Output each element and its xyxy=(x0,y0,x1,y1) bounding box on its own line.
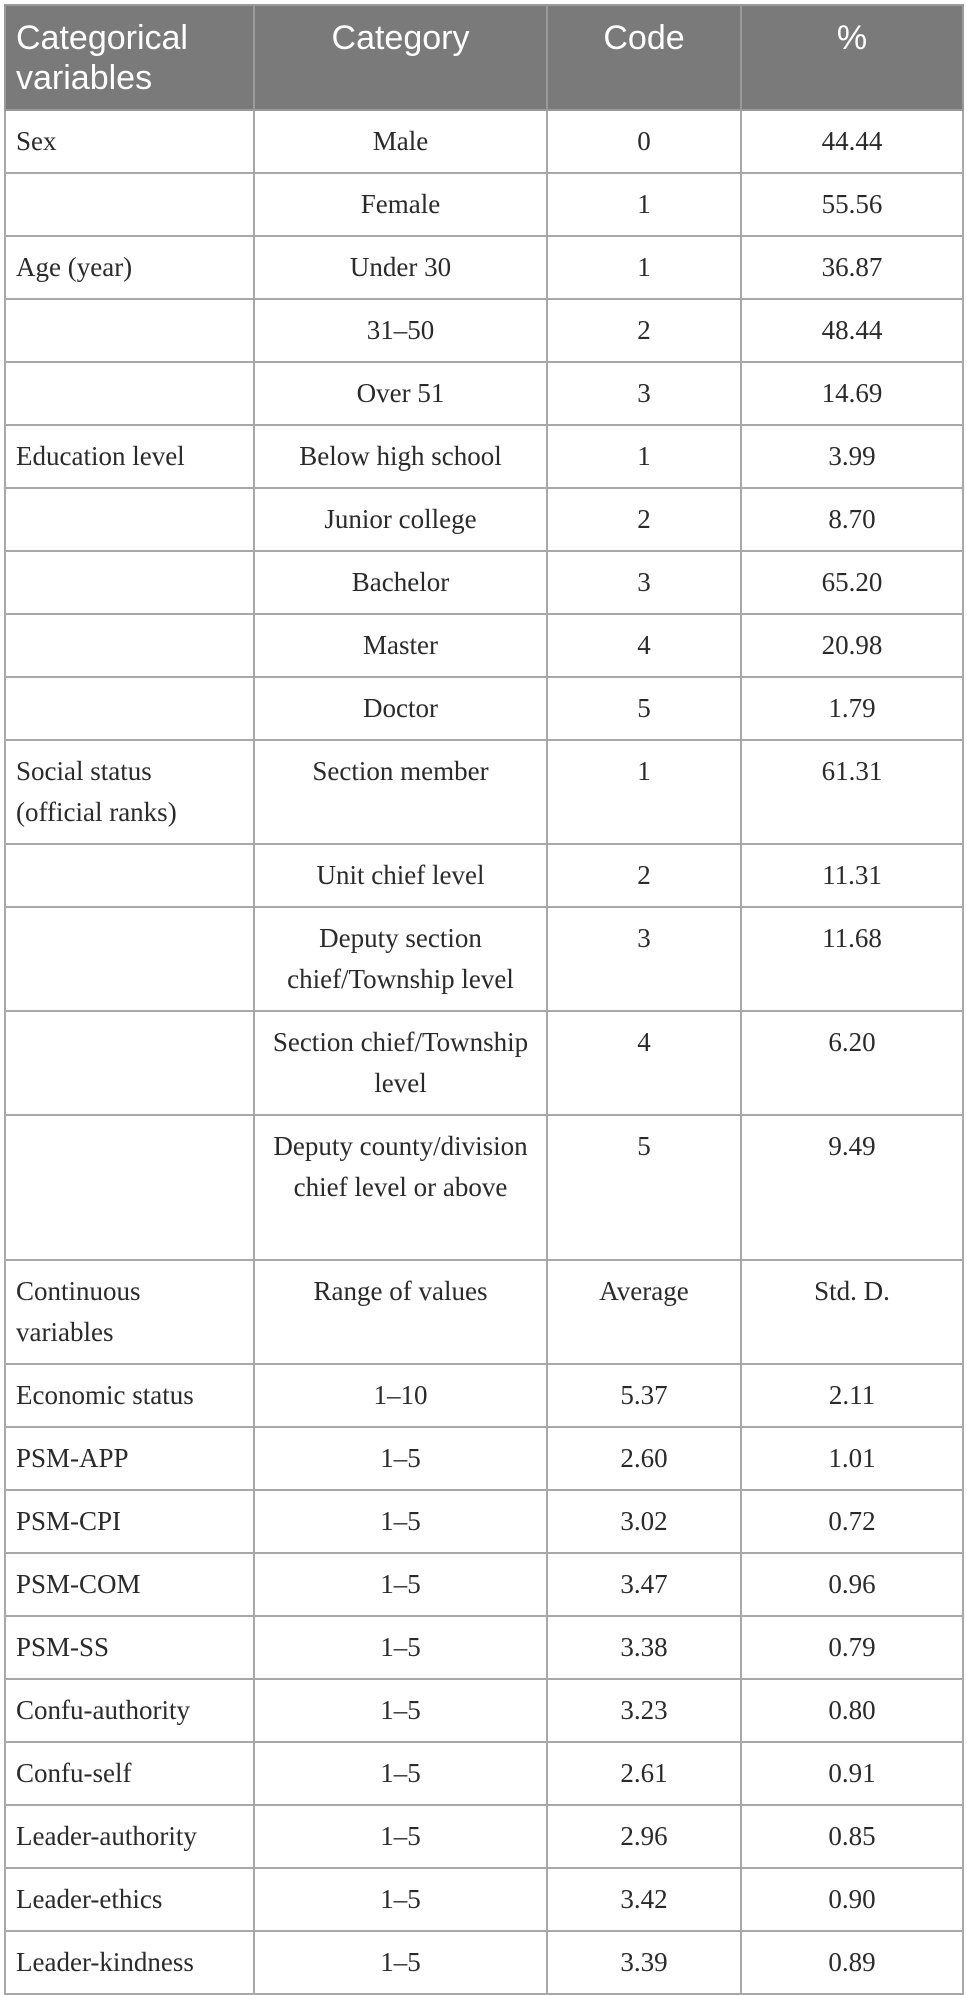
table-row xyxy=(5,844,963,907)
variable-cell: PSM-CPI xyxy=(5,1490,254,1553)
variable-cell xyxy=(5,551,254,614)
code-cell: 1 xyxy=(547,236,741,299)
table-row xyxy=(5,173,963,236)
range-cell: 1–10 xyxy=(254,1364,547,1427)
range-cell: 1–5 xyxy=(254,1679,547,1742)
code-cell: 0 xyxy=(547,110,741,173)
code-cell: 2 xyxy=(547,488,741,551)
category-cell: Bachelor xyxy=(254,551,547,614)
code-cell: 3 xyxy=(547,551,741,614)
table-row xyxy=(5,907,963,1011)
table-container xyxy=(4,4,962,1995)
table-row xyxy=(5,551,963,614)
category-cell: Under 30 xyxy=(254,236,547,299)
sd-cell: 0.72 xyxy=(741,1490,963,1553)
variable-cell xyxy=(5,907,254,1011)
percent-cell: 20.98 xyxy=(741,614,963,677)
table-header-row xyxy=(5,5,963,110)
percent-cell: 11.68 xyxy=(741,907,963,1011)
category-cell: Deputy section chief/Township level xyxy=(254,907,547,1011)
percent-cell: 61.31 xyxy=(741,740,963,844)
table-row xyxy=(5,236,963,299)
sd-cell: 1.01 xyxy=(741,1427,963,1490)
variable-cell: Leader-authority xyxy=(5,1805,254,1868)
std-dev-label: Std. D. xyxy=(741,1260,963,1364)
variable-cell xyxy=(5,299,254,362)
table-row xyxy=(5,1805,963,1868)
sd-cell: 0.91 xyxy=(741,1742,963,1805)
table-row xyxy=(5,1427,963,1490)
variable-cell: Leader-ethics xyxy=(5,1868,254,1931)
code-cell: 2 xyxy=(547,844,741,907)
sd-cell: 2.11 xyxy=(741,1364,963,1427)
category-cell: 31–50 xyxy=(254,299,547,362)
sd-cell: 0.89 xyxy=(741,1931,963,1994)
category-cell: Unit chief level xyxy=(254,844,547,907)
table-row xyxy=(5,1553,963,1616)
table-row xyxy=(5,1742,963,1805)
percent-cell: 1.79 xyxy=(741,677,963,740)
percent-cell: 14.69 xyxy=(741,362,963,425)
category-cell: Section member xyxy=(254,740,547,844)
range-of-values-label: Range of values xyxy=(254,1260,547,1364)
category-cell: Male xyxy=(254,110,547,173)
variable-cell xyxy=(5,614,254,677)
variable-cell: Economic status xyxy=(5,1364,254,1427)
range-cell: 1–5 xyxy=(254,1742,547,1805)
category-cell: Doctor xyxy=(254,677,547,740)
range-cell: 1–5 xyxy=(254,1868,547,1931)
variable-cell xyxy=(5,1011,254,1115)
variable-cell xyxy=(5,488,254,551)
range-cell: 1–5 xyxy=(254,1427,547,1490)
code-cell: 4 xyxy=(547,1011,741,1115)
range-cell: 1–5 xyxy=(254,1931,547,1994)
variable-cell: Confu-self xyxy=(5,1742,254,1805)
sd-cell: 0.80 xyxy=(741,1679,963,1742)
category-cell: Master xyxy=(254,614,547,677)
variable-cell xyxy=(5,1115,254,1260)
percent-cell: 11.31 xyxy=(741,844,963,907)
code-cell: 5 xyxy=(547,1115,741,1260)
sd-cell: 0.96 xyxy=(741,1553,963,1616)
table-row xyxy=(5,614,963,677)
variable-cell: Confu-authority xyxy=(5,1679,254,1742)
code-cell: 1 xyxy=(547,740,741,844)
variable-cell: PSM-APP xyxy=(5,1427,254,1490)
header-categorical-variables: Categorical variables xyxy=(5,5,254,110)
average-cell: 3.47 xyxy=(547,1553,741,1616)
range-cell: 1–5 xyxy=(254,1616,547,1679)
variable-cell: Education level xyxy=(5,425,254,488)
code-cell: 5 xyxy=(547,677,741,740)
table-row xyxy=(5,299,963,362)
variable-cell: Age (year) xyxy=(5,236,254,299)
percent-cell: 6.20 xyxy=(741,1011,963,1115)
variable-cell: PSM-SS xyxy=(5,1616,254,1679)
range-cell: 1–5 xyxy=(254,1490,547,1553)
category-cell: Below high school xyxy=(254,425,547,488)
variable-cell: Social status (official ranks) xyxy=(5,740,254,844)
percent-cell: 55.56 xyxy=(741,173,963,236)
variable-cell xyxy=(5,844,254,907)
table-row xyxy=(5,1490,963,1553)
table-row xyxy=(5,362,963,425)
variable-cell: Leader-kindness xyxy=(5,1931,254,1994)
category-cell: Section chief/Township level xyxy=(254,1011,547,1115)
table-row xyxy=(5,1616,963,1679)
table-row xyxy=(5,1868,963,1931)
sd-cell: 0.85 xyxy=(741,1805,963,1868)
table-row xyxy=(5,1679,963,1742)
table-row xyxy=(5,1364,963,1427)
sd-cell: 0.90 xyxy=(741,1868,963,1931)
average-cell: 5.37 xyxy=(547,1364,741,1427)
descriptive-statistics-table xyxy=(4,4,964,1995)
code-cell: 1 xyxy=(547,425,741,488)
category-cell: Junior college xyxy=(254,488,547,551)
sd-cell: 0.79 xyxy=(741,1616,963,1679)
header-percent: % xyxy=(741,5,963,110)
range-cell: 1–5 xyxy=(254,1805,547,1868)
table-row xyxy=(5,425,963,488)
average-cell: 2.96 xyxy=(547,1805,741,1868)
continuous-variables-label: Continuous variables xyxy=(5,1260,254,1364)
percent-cell: 48.44 xyxy=(741,299,963,362)
average-cell: 3.23 xyxy=(547,1679,741,1742)
table-row xyxy=(5,1011,963,1115)
code-cell: 3 xyxy=(547,362,741,425)
table-row xyxy=(5,488,963,551)
average-cell: 3.39 xyxy=(547,1931,741,1994)
header-category: Category xyxy=(254,5,547,110)
percent-cell: 36.87 xyxy=(741,236,963,299)
average-cell: 3.02 xyxy=(547,1490,741,1553)
average-cell: 2.60 xyxy=(547,1427,741,1490)
percent-cell: 8.70 xyxy=(741,488,963,551)
table-row xyxy=(5,110,963,173)
average-cell: 2.61 xyxy=(547,1742,741,1805)
header-code: Code xyxy=(547,5,741,110)
variable-cell xyxy=(5,677,254,740)
category-cell: Over 51 xyxy=(254,362,547,425)
average-cell: 3.38 xyxy=(547,1616,741,1679)
percent-cell: 9.49 xyxy=(741,1115,963,1260)
variable-cell: PSM-COM xyxy=(5,1553,254,1616)
average-cell: 3.42 xyxy=(547,1868,741,1931)
continuous-header-row xyxy=(5,1260,963,1364)
table-row xyxy=(5,1115,963,1260)
code-cell: 1 xyxy=(547,173,741,236)
percent-cell: 65.20 xyxy=(741,551,963,614)
percent-cell: 3.99 xyxy=(741,425,963,488)
variable-cell xyxy=(5,362,254,425)
code-cell: 2 xyxy=(547,299,741,362)
table-row xyxy=(5,740,963,844)
category-cell: Deputy county/division chief level or above xyxy=(254,1115,547,1260)
percent-cell: 44.44 xyxy=(741,110,963,173)
category-cell: Female xyxy=(254,173,547,236)
table-row xyxy=(5,677,963,740)
code-cell: 4 xyxy=(547,614,741,677)
variable-cell: Sex xyxy=(5,110,254,173)
average-label: Average xyxy=(547,1260,741,1364)
code-cell: 3 xyxy=(547,907,741,1011)
variable-cell xyxy=(5,173,254,236)
range-cell: 1–5 xyxy=(254,1553,547,1616)
